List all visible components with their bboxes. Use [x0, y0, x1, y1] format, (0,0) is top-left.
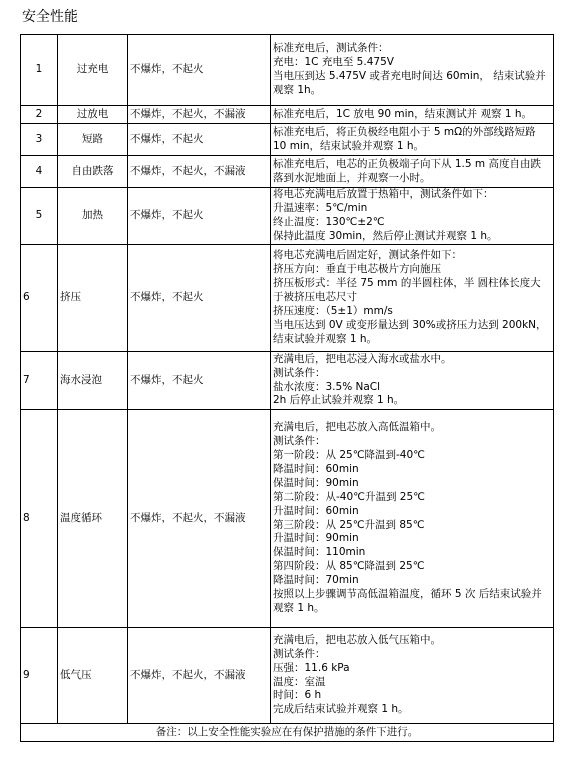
condition-line: 将电芯充满电后固定好，测试条件如下：: [273, 249, 462, 262]
test-conditions: [271, 352, 554, 410]
condition-line: 当电压到达 5.475V 或者充电时间达 60min， 结束试验并观察 1h。: [273, 70, 546, 96]
test-conditions: [271, 124, 554, 156]
test-conditions: [271, 410, 554, 628]
test-conditions: [271, 156, 554, 188]
condition-line: 压强：11.6 kPa: [273, 661, 350, 674]
condition-line: 升温速率：5℃/min: [273, 202, 368, 215]
test-requirement: 不爆炸，不起火: [128, 124, 271, 156]
table-row: [21, 106, 554, 124]
test-item: 低气压: [58, 628, 128, 724]
test-requirement: 不爆炸，不起火: [128, 245, 271, 352]
condition-line: 升温时间：90min: [273, 532, 359, 545]
test-item: 过充电: [58, 35, 128, 106]
row-number: 3: [21, 124, 58, 156]
test-requirement: 不爆炸，不起火，不漏液: [128, 410, 271, 628]
condition-line: 标准充电后，1C 放电 90 min，结束测试并 观察 1 h。: [273, 107, 533, 120]
table-row: [21, 156, 554, 188]
condition-line: 挤压方向：垂直于电芯极片方向施压: [273, 263, 441, 276]
table-row: [21, 245, 554, 352]
test-requirement: 不爆炸，不起火，不漏液: [128, 156, 271, 188]
test-item: 过放电: [58, 106, 128, 124]
condition-line: 测试条件：: [273, 647, 326, 660]
condition-line: 挤压板形式：半径 75 mm 的半圆柱体，半 圆柱体长度大于被挤压电芯尺寸: [273, 277, 541, 304]
condition-line: 充电：1C 充电至 5.475V: [273, 56, 394, 69]
table-note: 备注：以上安全性能实验应在有保护措施的条件下进行。: [21, 724, 554, 742]
condition-line: 当电压达到 0V 或变形量达到 30%或挤压力达到 200kN，结束试验并观察 1 h。: [273, 318, 547, 345]
row-number: 4: [21, 156, 58, 188]
condition-line: 第一阶段：从 25℃降温到-40℃: [273, 448, 425, 461]
row-number: 2: [21, 106, 58, 124]
test-item: 海水浸泡: [58, 352, 128, 410]
test-conditions: [271, 106, 554, 124]
test-conditions: [271, 245, 554, 352]
condition-line: 终止温度：130℃±2℃: [273, 216, 385, 228]
table-row: [21, 124, 554, 156]
condition-line: 降温时间：70min: [273, 574, 359, 587]
table-row: [21, 35, 554, 106]
test-item: 挤压: [58, 245, 128, 352]
safety-performance-table: [20, 34, 554, 742]
test-conditions: [271, 628, 554, 724]
condition-line: 按照以上步骤调节高低温箱温度，循环 5 次 后结束试验并观察 1 h。: [273, 588, 542, 614]
condition-line: 标准充电后，电芯的正负极端子向下从 1.5 m 高度自由跌落到水泥地面上，并观察一小时。: [273, 157, 541, 184]
condition-line: 时间：6 h: [273, 689, 322, 702]
table-row: [21, 410, 554, 628]
condition-line: 保持此温度 30min，然后停止测试并观察 1 h。: [273, 229, 498, 242]
table-row: [21, 628, 554, 724]
condition-line: 挤压速度：（5±1）mm/s: [273, 304, 393, 317]
condition-line: 第二阶段：从-40℃升温到 25℃: [273, 490, 425, 503]
row-number: 6: [21, 245, 58, 352]
condition-line: 将电芯充满电后放置于热箱中，测试条件如下：: [273, 188, 494, 201]
condition-line: 充满电后，把电芯放入高低温箱中。: [273, 421, 441, 434]
condition-line: 标准充电后，将正负极经电阻小于 5 mΩ的外部线路短路 10 min，结束试验并观察 1 h。: [273, 125, 536, 152]
test-item: 自由跌落: [58, 156, 128, 188]
condition-line: 测试条件：: [273, 435, 326, 448]
condition-line: 充满电后，把电芯浸入海水或盐水中。: [273, 352, 452, 365]
row-number: 9: [21, 628, 58, 724]
test-item: 加热: [58, 188, 128, 245]
test-item: 温度循环: [58, 410, 128, 628]
condition-line: 标准充电后，测试条件：: [273, 42, 389, 55]
row-number: 8: [21, 410, 58, 628]
condition-line: 保温时间：110min: [273, 546, 366, 559]
condition-line: 第四阶段：从 85℃降温到 25℃: [273, 560, 425, 573]
condition-line: 盐水浓度：3.5% NaCl: [273, 380, 381, 393]
table-row: [21, 188, 554, 245]
test-requirement: 不爆炸，不起火，不漏液: [128, 106, 271, 124]
row-number: 1: [21, 35, 58, 106]
test-requirement: 不爆炸，不起火，不漏液: [128, 628, 271, 724]
table-row: [21, 352, 554, 410]
condition-line: 测试条件：: [273, 366, 326, 379]
condition-line: 2h 后停止试验并观察 1 h。: [273, 394, 405, 407]
condition-line: 完成后结束试验并观察 1 h。: [273, 703, 409, 716]
test-conditions: [271, 35, 554, 106]
condition-line: 充满电后，把电芯放入低气压箱中。: [273, 633, 441, 646]
condition-line: 保温时间：90min: [273, 476, 359, 489]
condition-line: 升温时间：60min: [273, 504, 359, 517]
condition-line: 温度：室温: [273, 675, 326, 688]
note-row: [21, 724, 554, 742]
test-conditions: [271, 188, 554, 245]
condition-line: 降温时间：60min: [273, 462, 359, 475]
test-item: 短路: [58, 124, 128, 156]
test-requirement: 不爆炸，不起火: [128, 188, 271, 245]
test-requirement: 不爆炸，不起火: [128, 35, 271, 106]
test-requirement: 不爆炸，不起火: [128, 352, 271, 410]
row-number: 7: [21, 352, 58, 410]
section-title: 安全性能: [22, 9, 78, 25]
row-number: 5: [21, 188, 58, 245]
condition-line: 第三阶段：从 25℃升温到 85℃: [273, 518, 425, 531]
